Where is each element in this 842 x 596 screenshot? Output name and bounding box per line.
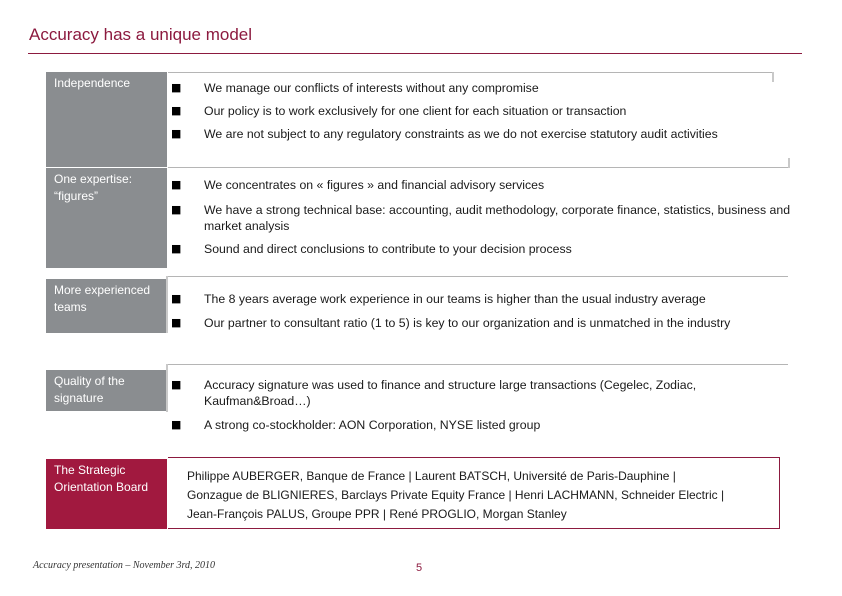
bullet-text: We are not subject to any regulatory constraints as we do not exercise statutory audit activities [204, 127, 718, 141]
bullet-icon: ■ [171, 378, 182, 391]
bullet-icon: ■ [171, 178, 182, 191]
page-title: Accuracy has a unique model [29, 25, 253, 44]
bullet-icon: ■ [171, 242, 182, 255]
bullet-icon: ■ [171, 104, 182, 117]
bullet-icon: ■ [171, 292, 182, 305]
bullet-text: A strong co-stockholder: AON Corporation, NYSE listed group [204, 418, 541, 432]
bullet-icon: ■ [171, 81, 182, 94]
bullet-icon: ■ [171, 127, 182, 140]
bullet-text: Our policy is to work exclusively for one client for each situation or transaction [204, 104, 627, 118]
bullet-text: The 8 years average work experience in our teams is higher than the usual industry average [204, 292, 706, 306]
title-divider [28, 53, 802, 54]
bullet-text: Our partner to consultant ratio (1 to 5) is key to our organization and is unmatched in the industry [204, 316, 731, 330]
section-label-signature-quality: Quality of the signature [46, 370, 167, 411]
bullet-text: Sound and direct conclusions to contribute to your decision process [204, 242, 572, 256]
board-line: Jean-François PALUS, Groupe PPR | René PROGLIO, Morgan Stanley [187, 507, 567, 521]
section-divider [168, 364, 788, 365]
bullet-text: We have a strong technical base: accounting, audit methodology, corporate finance, statistics, business and market analysis [204, 203, 791, 233]
section-divider [168, 276, 788, 277]
section-divider [168, 72, 772, 73]
section-label-expertise: One expertise: “figures” [46, 168, 167, 268]
section-divider [168, 167, 788, 168]
board-members [187, 467, 787, 524]
section-divider-edge [788, 158, 790, 168]
board-line: Gonzague de BLIGNIERES, Barclays Private Equity France | Henri LACHMANN, Schneider Electric | [187, 488, 725, 502]
bullet-icon: ■ [171, 316, 182, 329]
section-divider-edge [166, 276, 168, 333]
section-label-independence: Independence [46, 72, 167, 167]
page-number: 5 [416, 562, 423, 574]
bullet-icon: ■ [171, 203, 182, 216]
bullet-text: Accuracy signature was used to finance and structure large transactions (Cegelec, Zodiac, Kaufman&Broad…) [204, 378, 697, 408]
footer-text: Accuracy presentation – November 3rd, 2010 [33, 560, 215, 571]
section-divider-edge [166, 364, 168, 412]
bullet-text: We concentrates on « figures » and financial advisory services [204, 178, 545, 192]
bullet-text: We manage our conflicts of interests without any compromise [204, 81, 539, 95]
board-line: Philippe AUBERGER, Banque de France | Laurent BATSCH, Université de Paris-Dauphine | [187, 469, 676, 483]
board-label: The Strategic Orientation Board [46, 459, 167, 529]
section-label-experienced-teams: More experienced teams [46, 279, 167, 333]
bullet-icon: ■ [171, 418, 182, 431]
